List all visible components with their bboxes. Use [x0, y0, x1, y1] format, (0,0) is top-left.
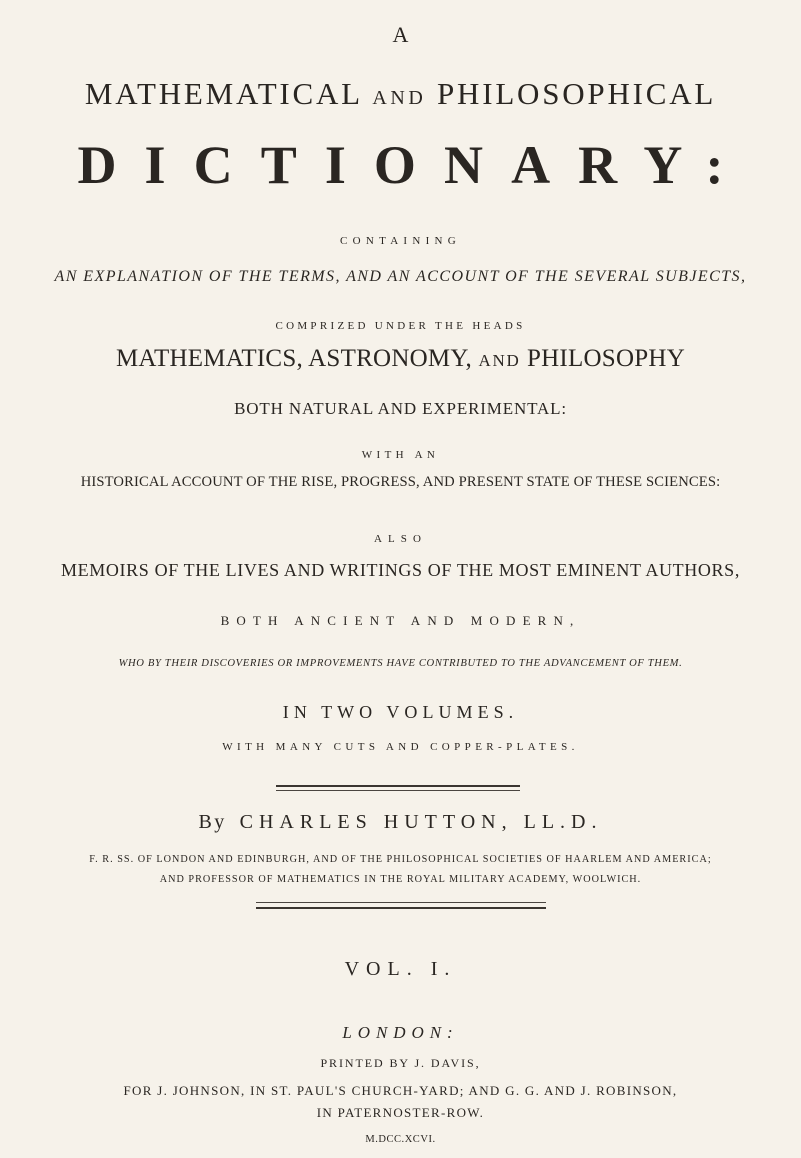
heading-a: A [392, 22, 409, 47]
heads-line [0, 345, 801, 373]
ancient-modern: BOTH ANCIENT AND MODERN, [220, 613, 581, 628]
title-line-1 [0, 76, 801, 112]
for-johnson-robinson: FOR J. JOHNSON, IN ST. PAUL'S CHURCH-YARD; AND G. G. AND J. ROBINSON, [123, 1083, 678, 1098]
who-by-discoveries: WHO BY THEIR DISCOVERIES OR IMPROVEMENTS HAVE CONTRIBUTED TO THE ADVANCEMENT OF THEM. [118, 658, 683, 669]
rule-lower-thick [256, 907, 546, 909]
by-label: By [198, 811, 227, 833]
heads-mathematics-astronomy: MATHEMATICS, ASTRONOMY, [115, 345, 472, 372]
rule-lower-thin [256, 902, 546, 903]
title-philosophical: PHILOSOPHICAL [437, 76, 717, 111]
title-dictionary: DICTIONARY: [77, 135, 752, 195]
paternoster-row: IN PATERNOSTER-ROW. [316, 1105, 485, 1120]
rule-upper-thick [276, 785, 520, 787]
fellowship-line-1: F. R. SS. OF LONDON AND EDINBURGH, AND OF THE PHILOSOPHICAL SOCIETIES OF HAARLEM AND AMERICA; [89, 854, 712, 865]
year: M.DCC.XCVI. [365, 1134, 436, 1145]
fellowship-line-2: AND PROFESSOR OF MATHEMATICS IN THE ROYAL MILITARY ACADEMY, WOOLWICH. [159, 874, 642, 885]
printed-by: PRINTED BY J. DAVIS, [320, 1056, 481, 1070]
memoirs: MEMOIRS OF THE LIVES AND WRITINGS OF THE MOST EMINENT AUTHORS, [61, 560, 740, 580]
both-natural: BOTH NATURAL AND EXPERIMENTAL: [234, 399, 567, 418]
historical-account: HISTORICAL ACCOUNT OF THE RISE, PROGRESS, AND PRESENT STATE OF THESE SCIENCES: [80, 474, 721, 490]
also: ALSO [374, 533, 427, 545]
cuts-plates: WITH MANY CUTS AND COPPER-PLATES. [222, 741, 579, 753]
volume: VOL. I. [344, 958, 457, 980]
comprized-under: COMPRIZED UNDER THE HEADS [275, 320, 526, 332]
explanation-line: AN EXPLANATION OF THE TERMS, AND AN ACCOUNT OF THE SEVERAL SUBJECTS, [54, 268, 747, 285]
author-name: CHARLES HUTTON, LL.D. [239, 811, 603, 833]
with-an: WITH AN [361, 449, 440, 461]
heads-and: AND [478, 351, 521, 370]
title-and: AND [372, 87, 427, 109]
rule-upper-thin [276, 790, 520, 791]
containing: CONTAINING [340, 235, 461, 247]
author-line [0, 811, 801, 834]
london: LONDON: [342, 1023, 459, 1042]
heads-philosophy: PHILOSOPHY [526, 345, 686, 372]
two-volumes: IN TWO VOLUMES. [282, 702, 519, 722]
title-mathematical: MATHEMATICAL [84, 76, 362, 111]
